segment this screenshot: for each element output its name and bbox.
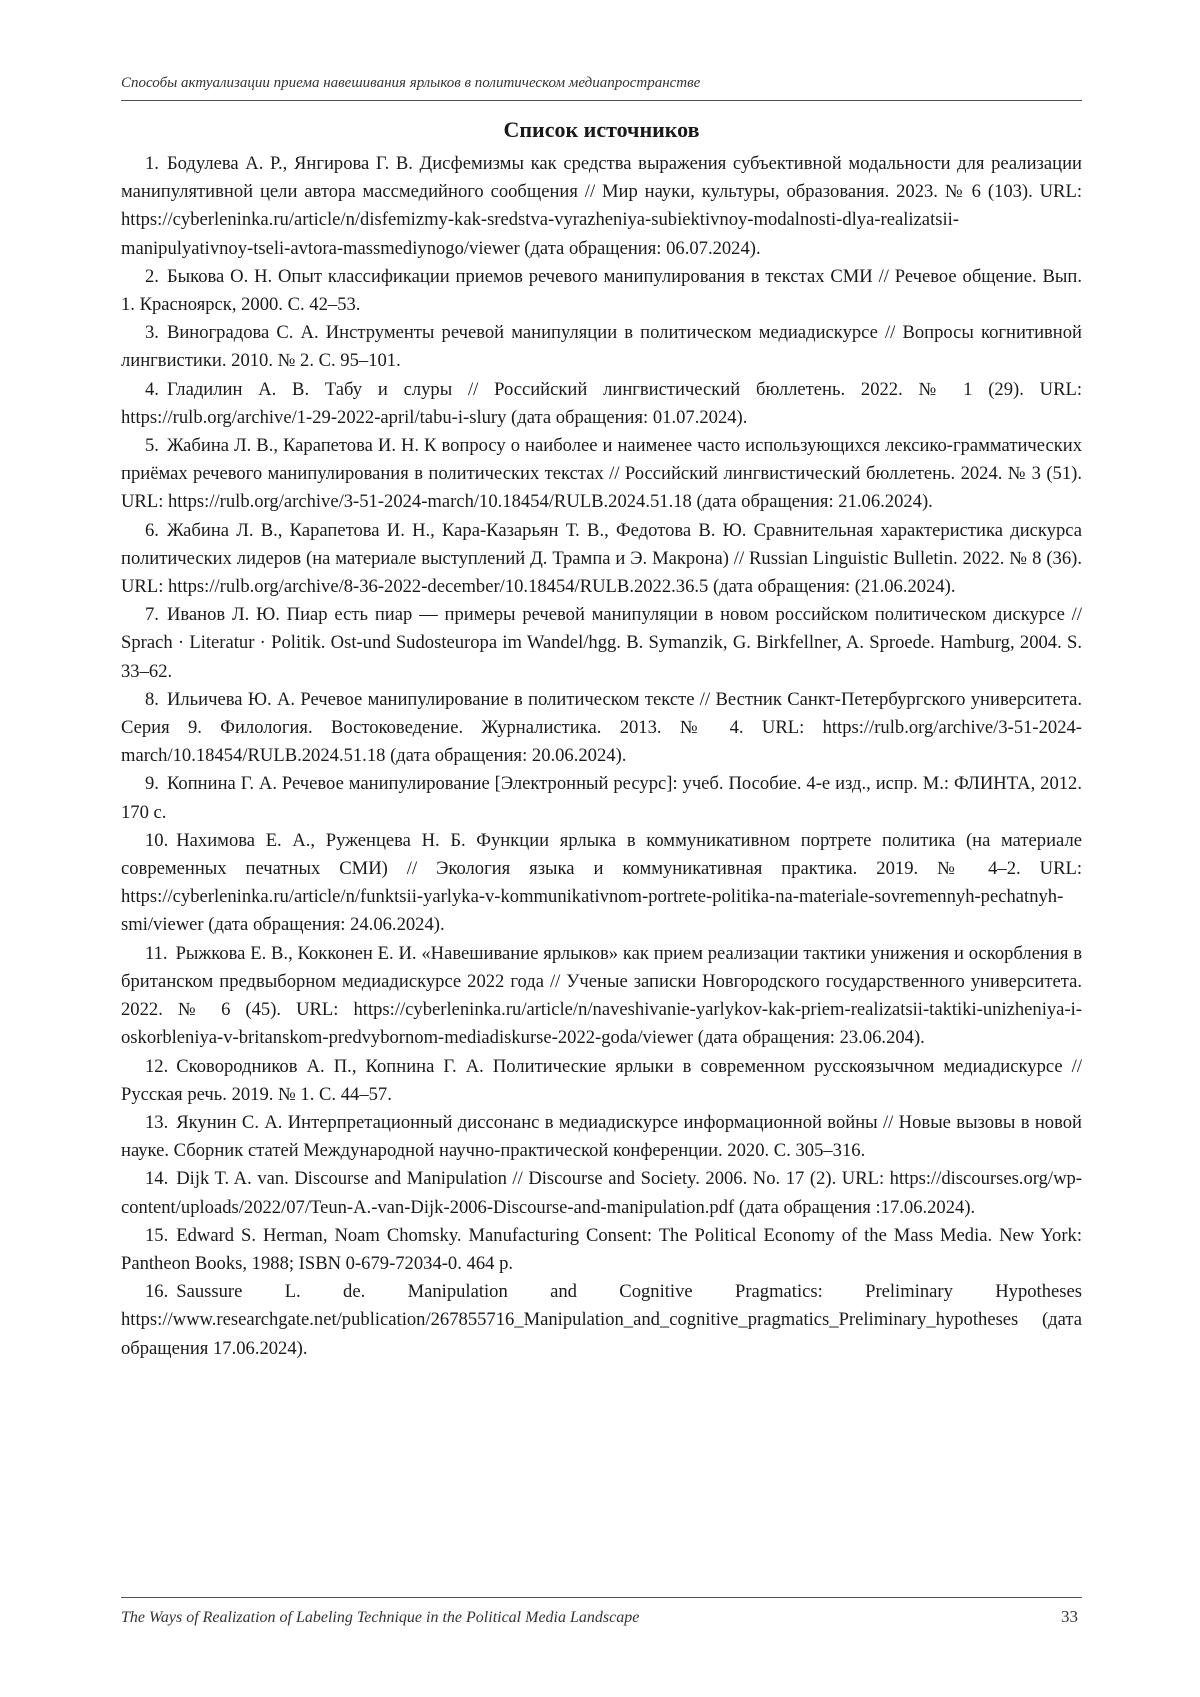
reference-text: Гладилин А. В. Табу и слуры // Российский лингвистический бюллетень. 2022. № 1 (29). URL: https://rulb.org/archive/1-29-2022-april/tabu-i-slury (дата обращения: 01.07.2024).: [121, 378, 1082, 428]
reference-text: Быкова О. Н. Опыт классификации приемов речевого манипулирования в текстах СМИ // Речевое общение. Вып. 1. Красноярск, 2000. С. 42–53.: [121, 265, 1082, 316]
reference-text: Сковородников А. П., Копнина Г. А. Политические ярлыки в современном русскоязычном медиадискурсе // Русская речь. 2019. № 1. С. 44–57.: [121, 1055, 1082, 1105]
reference-number: 13.: [145, 1111, 169, 1133]
reference-text: Якунин С. А. Интерпретационный диссонанс в медиадискурсе информационной войны // Новые вызовы в новой науке. Сборник статей Международной научно-практической конференции. 2020. С. 305–316.: [121, 1111, 1082, 1162]
reference-text: Нахимова Е. А., Руженцева Н. Б. Функции ярлыка в коммуникативном портрете политика (на материале современных печатных СМИ) // Экология языка и коммуникативная практика. 2019. № 4–2. URL: https://cyberleninka.ru/article/n/funktsii-yarlyka-v-kommunikativnom-portrete-politika-na-materiale-sovremennyh-pechatnyh-smi/viewer (дата обращения: 24.06.2024).: [121, 829, 1082, 936]
reference-number: 3.: [145, 322, 159, 344]
reference-item: [121, 150, 1082, 263]
reference-item: [121, 1165, 1082, 1221]
reference-text: Ильичева Ю. А. Речевое манипулирование в политическом тексте // Вестник Санкт-Петербургского университета. Серия 9. Филология. Востоковедение. Журналистика. 2013. № 4. URL: https://rulb.org/archive/3-51-2024-march/10.18454/RULB.2024.51.18 (дата обращения: 20.06.2024).: [121, 688, 1082, 767]
reference-number: 9.: [145, 773, 159, 795]
reference-number: 7.: [145, 604, 159, 626]
page-footer: [121, 1597, 1082, 1629]
reference-item: [121, 1278, 1082, 1363]
reference-item: [121, 1222, 1082, 1278]
reference-text: Иванов Л. Ю. Пиар есть пиар — примеры речевой манипуляции в новом российском политическом дискурсе // Sprach · Literatur · Politik. Ost-und Sudosteuropa im Wandel/hgg. B. Symanzik, G. Birkfellner, A. Sproede. Hamburg, 2004. S. 33–62.: [121, 604, 1082, 682]
reference-item: [121, 376, 1082, 432]
reference-text: Копнина Г. А. Речевое манипулирование [Электронный ресурс]: учеб. Пособие. 4-е изд., испр. М.: ФЛИНТА, 2012. 170 с.: [121, 773, 1082, 823]
reference-text: Saussure L. de. Manipulation and Cognitive Pragmatics: Preliminary Hypotheses https://www.researchgate.net/publication/267855716_Manipulation_and_cognitive_pragmatics_Preliminary_hypotheses (дата обращения 17.06.2024).: [121, 1281, 1082, 1359]
journal-page: [121, 72, 1082, 1632]
reference-item: [121, 432, 1082, 517]
reference-item: [121, 601, 1082, 686]
reference-number: 4.: [145, 378, 159, 400]
reference-item: [121, 1053, 1082, 1109]
header-rule: [121, 100, 1082, 101]
footer-row: [121, 1606, 1082, 1629]
reference-item: [121, 319, 1082, 375]
reference-number: 11.: [145, 942, 168, 964]
reference-text: Виноградова С. А. Инструменты речевой манипуляции в политическом медиадискурсе // Вопросы когнитивной лингвистики. 2010. № 2. С. 95–101.: [121, 322, 1082, 372]
reference-item: [121, 686, 1082, 771]
reference-text: Бодулева А. Р., Янгирова Г. В. Дисфемизмы как средства выражения субъективной модальности для реализации манипулятивной цели автора массмедийного сообщения // Мир науки, культуры, образования. 2023. № 6 (103). URL: https://cyberleninka.ru/article/n/disfemizmy-kak-sredstva-vyrazheniya-subiektivnoy-modalnosti-dlya-realizatsii-manipulyativnoy-tseli-avtora-massmediynogo/viewer (дата обращения: 06.07.2024).: [121, 153, 1082, 259]
reference-item: [121, 1109, 1082, 1165]
page-number: 33: [1061, 1607, 1078, 1626]
reference-text: Dijk T. A. van. Discourse and Manipulation // Discourse and Society. 2006. No. 17 (2). URL: https://discourses.org/wp-content/uploads/2022/07/Teun-A.-van-Dijk-2006-Discourse-and-manipulation.pdf (дата обращения :17.06.2024).: [121, 1168, 1082, 1218]
reference-list: [121, 150, 1082, 1363]
reference-number: 2.: [145, 265, 159, 287]
reference-number: 10.: [145, 829, 169, 851]
reference-item: [121, 517, 1082, 602]
reference-number: 5.: [145, 435, 159, 457]
reference-number: 1.: [145, 153, 159, 174]
reference-number: 16.: [145, 1281, 169, 1303]
section-title: Список источников: [503, 117, 700, 142]
reference-item: [121, 263, 1082, 319]
reference-item: [121, 940, 1082, 1053]
reference-text: Жабина Л. В., Карапетова И. Н. К вопросу о наиболее и наименее часто использующихся лексико-грамматических приёмах речевого манипулирования в политических текстах // Российский лингвистический бюллетень. 2024. № 3 (51). URL: https://rulb.org/archive/3-51-2024-march/10.18454/RULB.2024.51.18 (дата обращения: 21.06.2024).: [121, 435, 1082, 513]
footer-rule: [121, 1597, 1082, 1598]
footer-running-title: The Ways of Realization of Labeling Technique in the Political Media Landscape: [121, 1609, 640, 1626]
reference-text: Edward S. Herman, Noam Chomsky. Manufacturing Consent: The Political Economy of the Mass Media. New York: Pantheon Books, 1988; ISBN 0-679-72034-0. 464 p.: [121, 1224, 1082, 1274]
reference-item: [121, 827, 1082, 940]
reference-number: 6.: [145, 519, 159, 541]
reference-number: 12.: [145, 1055, 169, 1077]
reference-text: Жабина Л. В., Карапетова И. Н., Кара-Казарьян Т. В., Федотова В. Ю. Сравнительная характеристика дискурса политических лидеров (на материале выступлений Д. Трампа и Э. Макрона) // Russian Linguistic Bulletin. 2022. № 8 (36). URL: https://rulb.org/archive/8-36-2022-december/10.18454/RULB.2022.36.5 (дата обращения: (21.06.2024).: [121, 519, 1082, 598]
reference-number: 15.: [145, 1224, 169, 1246]
reference-item: [121, 770, 1082, 826]
reference-number: 14.: [145, 1168, 169, 1190]
reference-number: 8.: [145, 688, 159, 710]
running-header: Способы актуализации приема навешивания ярлыков в политическом медиапространстве: [121, 75, 701, 91]
reference-text: Рыжкова Е. В., Кокконен Е. И. «Навешивание ярлыков» как прием реализации тактики унижения и оскорбления в британском предвыборном медиадискурсе 2022 года // Ученые записки Новгородского государственного университета. 2022. № 6 (45). URL: https://cyberleninka.ru/article/n/naveshivanie-yarlykov-kak-priem-realizatsii-taktiki-unizheniya-i-oskorbleniya-v-britanskom-predvybornom-mediadiskurse-2022-goda/viewer (дата обращения: 23.06.204).: [121, 942, 1082, 1049]
